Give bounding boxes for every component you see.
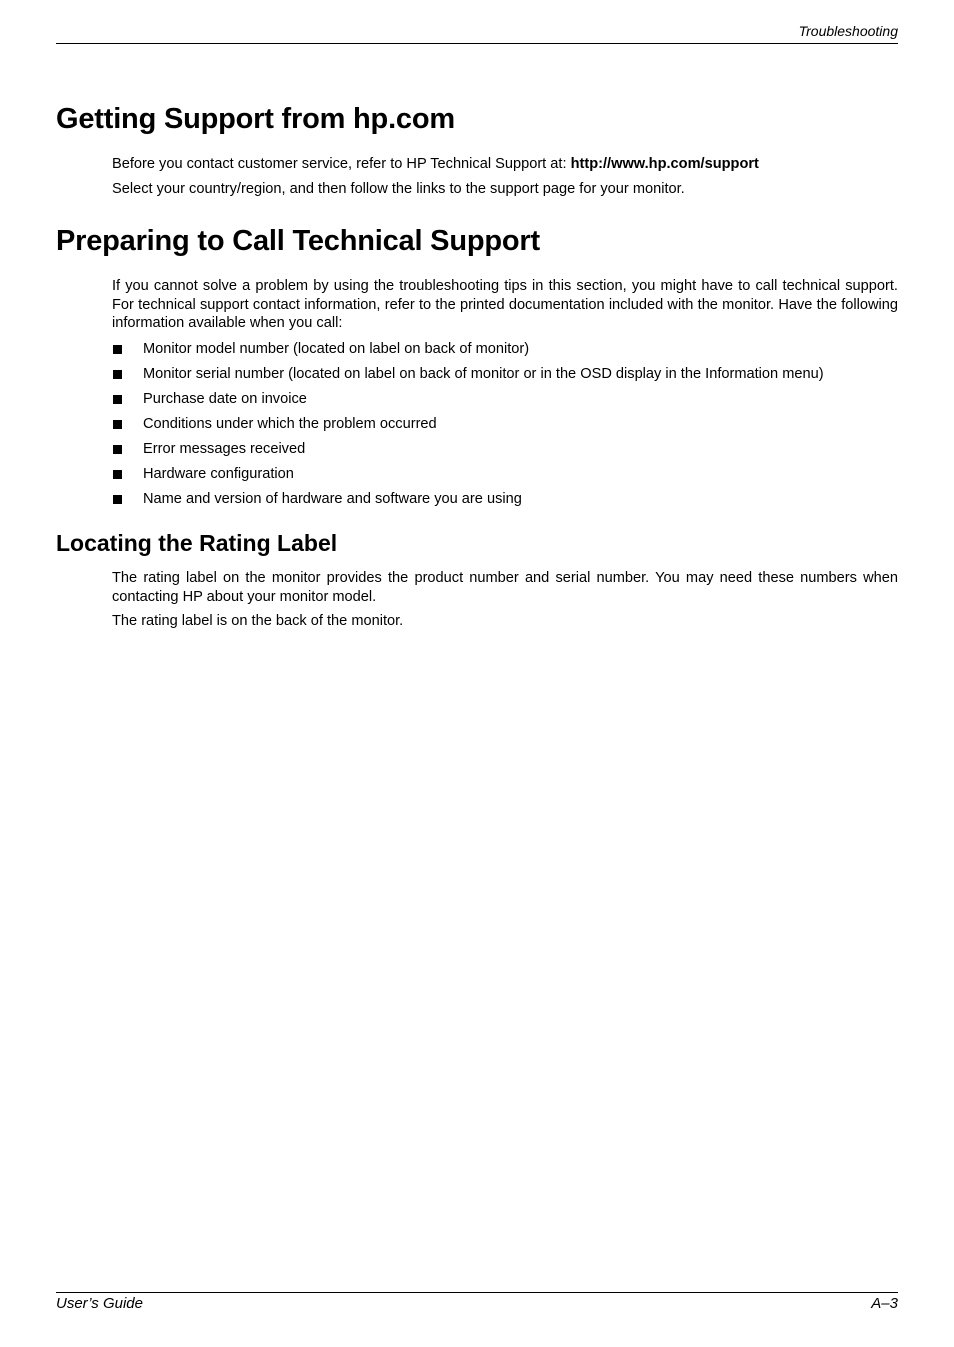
list-item-text: Purchase date on invoice — [143, 391, 307, 407]
list-item — [112, 338, 898, 363]
square-bullet-icon — [113, 495, 122, 504]
page-number: A–3 — [871, 1295, 898, 1312]
rating-paragraph-2: The rating label is on the back of the monitor. — [112, 613, 404, 629]
square-bullet-icon — [113, 470, 122, 479]
heading-getting-support: Getting Support from hp.com — [56, 103, 455, 135]
list-item — [112, 488, 898, 513]
preparing-intro: If you cannot solve a problem by using the troubleshooting tips in this section, you might have to call technical support. For technical support contact information, refer to the printed documentation included with the monitor. Have the following information available when you call: — [112, 278, 898, 331]
support-paragraph-1 — [112, 155, 898, 174]
square-bullet-icon — [113, 395, 122, 404]
list-item — [112, 438, 898, 463]
list-item-text: Hardware configuration — [143, 466, 294, 482]
list-item-text: Name and version of hardware and software you are using — [143, 491, 522, 507]
support-paragraph-2: Select your country/region, and then follow the links to the support page for your monitor. — [112, 181, 685, 197]
page-footer — [56, 1293, 898, 1315]
running-header: Troubleshooting — [798, 23, 898, 39]
list-item — [112, 388, 898, 413]
header-rule — [56, 43, 898, 44]
heading-preparing-to-call: Preparing to Call Technical Support — [56, 225, 540, 257]
list-item — [112, 363, 898, 388]
list-item — [112, 463, 898, 488]
square-bullet-icon — [113, 420, 122, 429]
info-checklist — [112, 338, 898, 513]
square-bullet-icon — [113, 370, 122, 379]
support-text: Before you contact customer service, refer to HP Technical Support at: — [112, 156, 571, 172]
footer-guide-title: User’s Guide — [56, 1295, 143, 1312]
square-bullet-icon — [113, 445, 122, 454]
square-bullet-icon — [113, 345, 122, 354]
list-item-text: Monitor model number (located on label on back of monitor) — [143, 341, 530, 357]
list-item-text: Conditions under which the problem occurred — [143, 416, 437, 432]
list-item-text: Error messages received — [143, 441, 306, 457]
list-item-text: Monitor serial number (located on label on back of monitor or in the OSD display in the Information menu) — [143, 366, 824, 382]
rating-paragraph-1: The rating label on the monitor provides the product number and serial number. You may need these numbers when contacting HP about your monitor model. — [112, 570, 898, 605]
heading-rating-label: Locating the Rating Label — [56, 530, 338, 556]
support-url-link[interactable]: http://www.hp.com/support — [570, 156, 759, 172]
list-item — [112, 413, 898, 438]
